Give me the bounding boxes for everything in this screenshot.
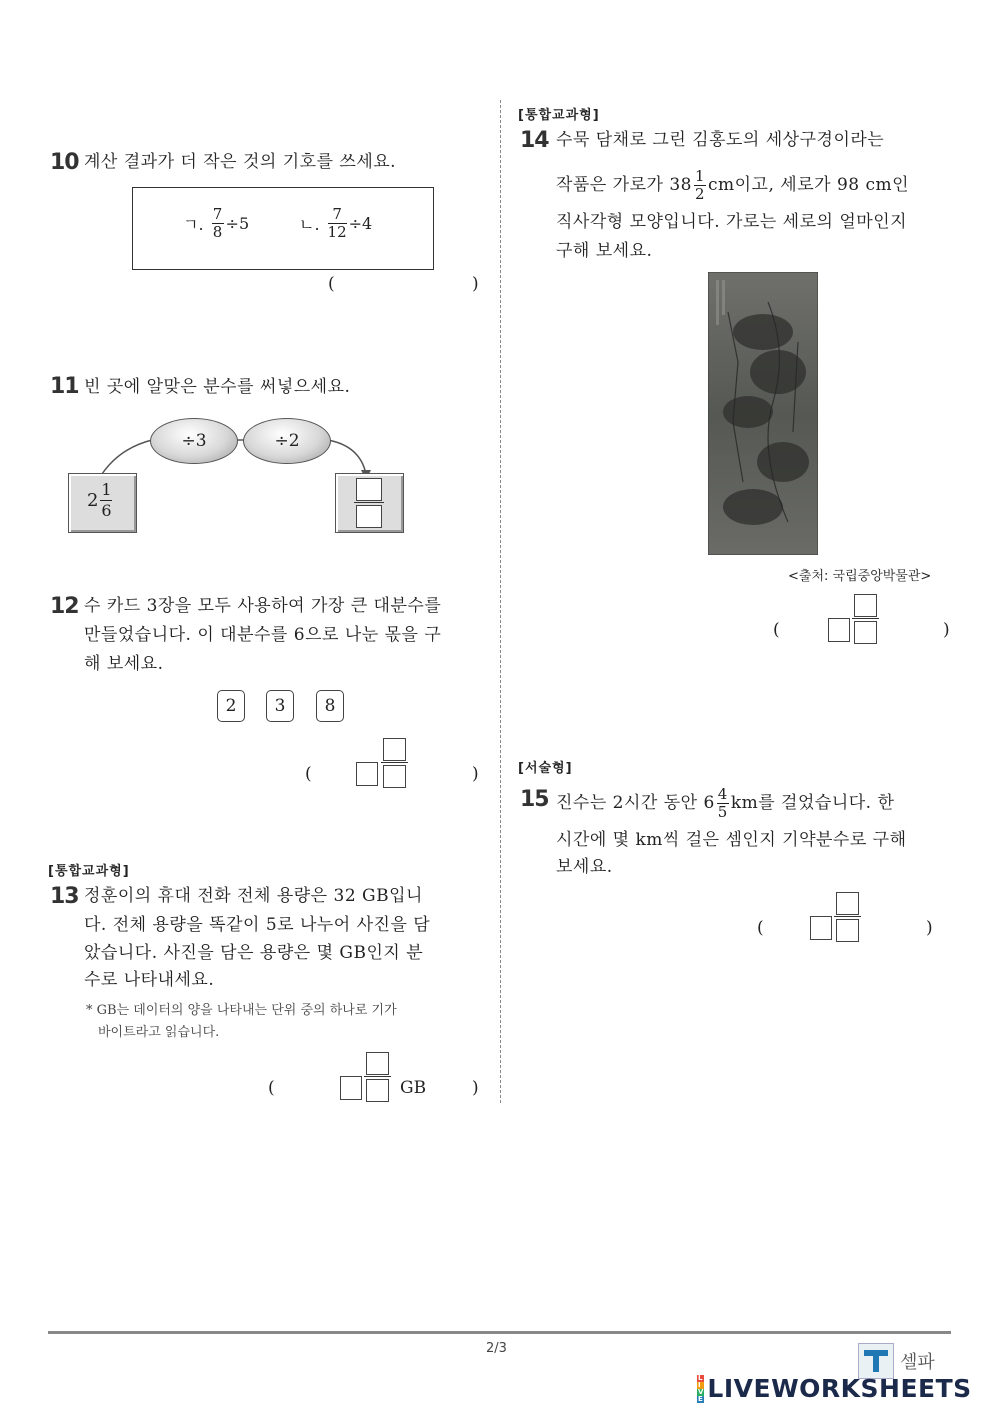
q11-denominator-input[interactable] bbox=[356, 505, 382, 528]
q13-tag: [통합교과형] bbox=[48, 864, 130, 879]
watermark-text: LIVEWORKSHEETS bbox=[707, 1374, 972, 1403]
q12-fraction-bar bbox=[381, 762, 408, 763]
live-icon: L I V E bbox=[698, 1373, 704, 1403]
option-b-fraction bbox=[328, 206, 347, 241]
q14-paren-open: ( bbox=[773, 620, 780, 640]
q13-numerator-input[interactable] bbox=[366, 1052, 389, 1075]
question-14-line2 bbox=[556, 168, 909, 203]
question-14-line4: 구해 보세요. bbox=[556, 241, 653, 261]
q10-answer-input[interactable] bbox=[342, 274, 470, 298]
q12-numerator-input[interactable] bbox=[383, 738, 406, 761]
brand-name: 셀파 bbox=[900, 1352, 935, 1373]
question-14-line3: 직사각형 모양입니다. 가로는 세로의 얼마인지 bbox=[556, 212, 908, 232]
q15-numerator-input[interactable] bbox=[836, 892, 859, 915]
question-12-line1: 수 카드 3장을 모두 사용하여 가장 큰 대분수를 bbox=[84, 596, 442, 616]
q10-paren-open: ( bbox=[328, 274, 335, 294]
q14-denominator: 2 bbox=[694, 185, 705, 203]
q13-fraction-bar bbox=[364, 1076, 391, 1077]
option-a-fraction bbox=[212, 206, 224, 241]
image-source: <출처: 국립중앙박물관> bbox=[788, 569, 932, 584]
result-frame bbox=[335, 473, 404, 533]
q15-line1-end: km를 걸었습니다. 한 bbox=[730, 793, 895, 813]
q12-paren-close: ) bbox=[472, 764, 479, 784]
question-14-number: 14 bbox=[520, 128, 549, 153]
q13-whole-input[interactable] bbox=[340, 1076, 362, 1100]
question-15-line3: 보세요. bbox=[556, 857, 613, 877]
q15-paren-close: ) bbox=[926, 918, 933, 938]
q15-paren-open: ( bbox=[757, 918, 764, 938]
question-11-text: 빈 곳에 알맞은 분수를 써넣으세요. bbox=[84, 377, 351, 397]
question-13-line4: 수로 나타내세요. bbox=[84, 970, 215, 990]
q12-denominator-input[interactable] bbox=[383, 765, 406, 788]
q12-paren-open: ( bbox=[305, 764, 312, 784]
option-a bbox=[183, 206, 249, 241]
q11-numerator-input[interactable] bbox=[356, 478, 382, 501]
question-13-number: 13 bbox=[50, 884, 79, 909]
start-denominator: 6 bbox=[101, 501, 112, 520]
start-mixed-number bbox=[87, 480, 114, 521]
q15-numerator: 4 bbox=[717, 785, 728, 803]
q13-denominator-input[interactable] bbox=[366, 1079, 389, 1102]
q14-line2-start: 작품은 가로가 38 bbox=[556, 175, 692, 195]
divide-by-2-oval: ÷2 bbox=[243, 418, 331, 464]
question-13-line3: 았습니다. 사진을 담은 용량은 몇 GB인지 분 bbox=[84, 943, 424, 963]
question-15-line2: 시간에 몇 km씩 걸은 셈인지 기약분수로 구해 bbox=[556, 830, 907, 850]
question-12-line2: 만들었습니다. 이 대분수를 6으로 나눈 몫을 구 bbox=[84, 625, 442, 645]
option-a-label: ㄱ. bbox=[183, 215, 204, 234]
start-mixed-number-frame bbox=[68, 473, 137, 533]
ink-painting-image bbox=[708, 272, 818, 555]
question-12-number: 12 bbox=[50, 594, 79, 619]
question-13-line2: 다. 전체 용량을 똑같이 5로 나누어 사진을 담 bbox=[84, 915, 431, 935]
number-card-3: 3 bbox=[266, 690, 294, 722]
q13-unit: GB bbox=[400, 1078, 427, 1098]
q14-fraction bbox=[694, 168, 706, 203]
q14-whole-input[interactable] bbox=[828, 618, 850, 642]
q14-line2-end: cm이고, 세로가 98 cm인 bbox=[707, 175, 910, 195]
option-b bbox=[299, 206, 372, 241]
q10-paren-close: ) bbox=[472, 274, 479, 294]
option-b-operation: ÷4 bbox=[348, 214, 373, 233]
option-b-numerator: 7 bbox=[332, 205, 342, 223]
q14-tag: [통합교과형] bbox=[518, 108, 600, 123]
liveworksheets-watermark bbox=[697, 1374, 972, 1403]
option-a-operation: ÷5 bbox=[225, 214, 250, 233]
question-15-line1 bbox=[556, 786, 894, 821]
page-number: 2/3 bbox=[486, 1341, 507, 1356]
q13-note-line1: * GB는 데이터의 양을 나타내는 단위 중의 하나로 기가 bbox=[86, 1003, 397, 1018]
question-10-text: 계산 결과가 더 작은 것의 기호를 쓰세요. bbox=[84, 152, 397, 172]
q15-line1-start: 진수는 2시간 동안 6 bbox=[556, 793, 715, 813]
q13-paren-open: ( bbox=[268, 1078, 275, 1098]
question-14-line1: 수묵 담채로 그린 김홍도의 세상구경이라는 bbox=[556, 130, 885, 150]
q14-fraction-bar bbox=[852, 618, 879, 619]
q15-denominator: 5 bbox=[717, 803, 728, 821]
start-whole: 2 bbox=[87, 490, 99, 511]
question-11-number: 11 bbox=[50, 374, 79, 399]
option-b-denominator: 12 bbox=[327, 223, 347, 241]
option-b-label: ㄴ. bbox=[299, 215, 320, 234]
divide-by-3-oval: ÷3 bbox=[150, 418, 238, 464]
number-card-2: 2 bbox=[217, 690, 245, 722]
q15-tag: [서술형] bbox=[518, 761, 573, 776]
column-divider bbox=[500, 100, 501, 1103]
q13-paren-close: ) bbox=[472, 1078, 479, 1098]
q14-denominator-input[interactable] bbox=[854, 621, 877, 644]
question-10-number: 10 bbox=[50, 150, 79, 175]
option-a-denominator: 8 bbox=[212, 223, 223, 241]
question-15-number: 15 bbox=[520, 787, 549, 812]
footer-rule bbox=[48, 1331, 951, 1334]
q15-denominator-input[interactable] bbox=[836, 919, 859, 942]
start-numerator: 1 bbox=[101, 480, 112, 499]
option-a-numerator: 7 bbox=[212, 205, 223, 223]
q14-numerator-input[interactable] bbox=[854, 594, 877, 617]
question-13-line1: 정훈이의 휴대 전화 전체 용량은 32 GB입니 bbox=[84, 886, 423, 906]
q14-paren-close: ) bbox=[943, 620, 950, 640]
q15-whole-input[interactable] bbox=[810, 916, 832, 940]
q12-whole-input[interactable] bbox=[356, 762, 378, 786]
q14-numerator: 1 bbox=[694, 167, 705, 185]
question-10-options-box bbox=[132, 187, 434, 270]
q15-fraction bbox=[717, 786, 729, 821]
question-12-line3: 해 보세요. bbox=[84, 654, 164, 674]
q11-fraction-bar bbox=[354, 502, 384, 503]
q15-fraction-bar bbox=[834, 916, 861, 917]
q13-note-line2: 바이트라고 읽습니다. bbox=[98, 1025, 220, 1040]
number-card-8: 8 bbox=[316, 690, 344, 722]
start-fraction bbox=[100, 480, 112, 521]
